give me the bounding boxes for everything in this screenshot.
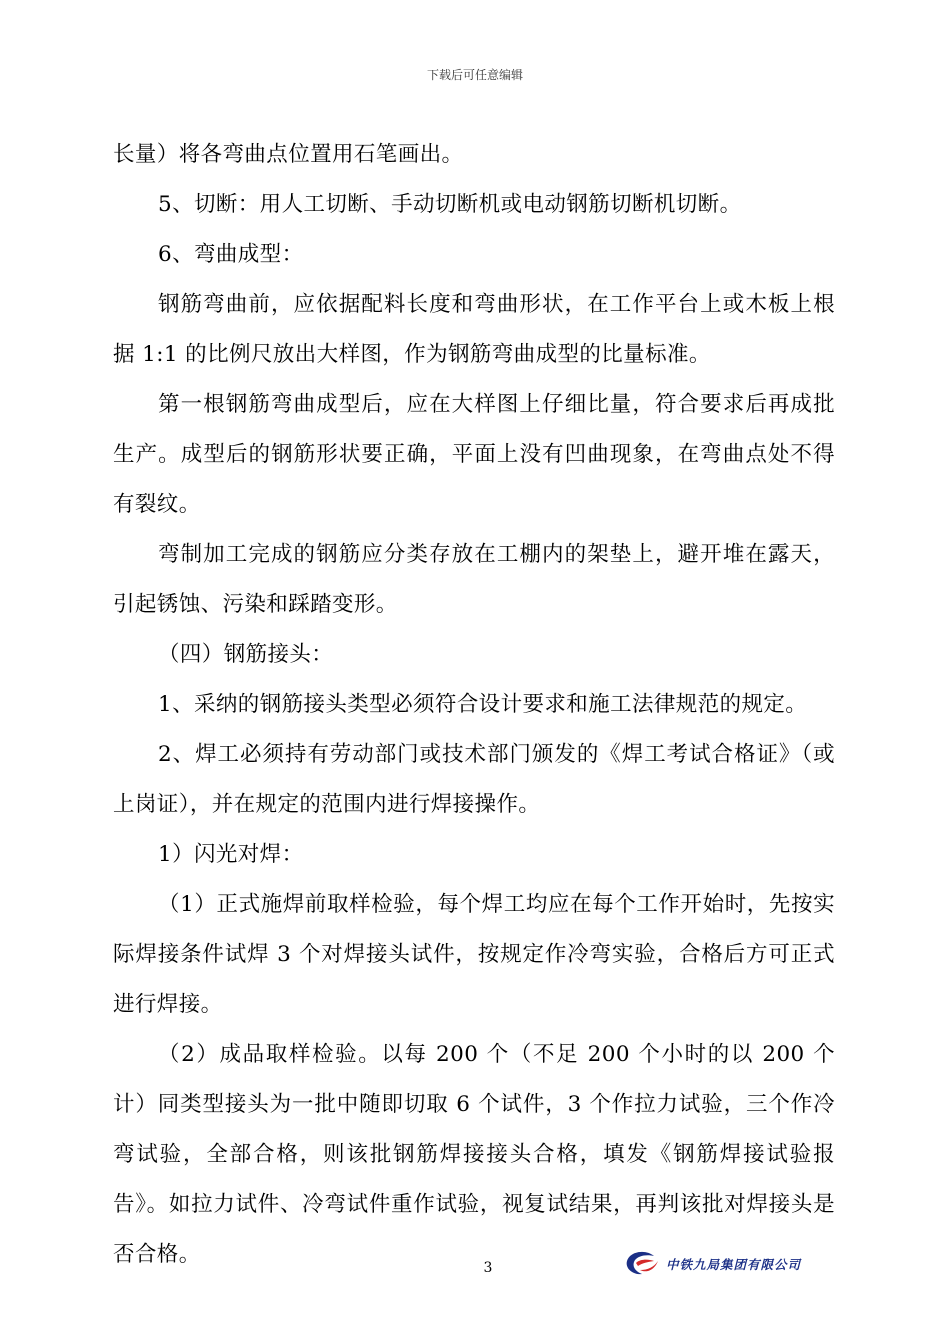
paragraph: 钢筋弯曲前，应依据配料长度和弯曲形状，在工作平台上或木板上根据 1:1 的比例尺放出大样图，作为钢筋弯曲成型的比量标准。 — [113, 292, 835, 367]
section-heading: （四）钢筋接头： — [158, 642, 334, 667]
paragraph: 第一根钢筋弯曲成型后，应在大样图上仔细比量，符合要求后再成批生产。成型后的钢筋形状要正确，平面上没有凹曲现象，在弯曲点处不得有裂纹。 — [113, 392, 835, 517]
company-swoosh-icon — [624, 1250, 660, 1278]
paragraph: （1）正式施焊前取样检验，每个焊工均应在每个工作开始时，先按实际焊接条件试焊 3 个对焊接头试件，按规定作冷弯实验，合格后方可正式进行焊接。 — [113, 892, 835, 1017]
paragraph: 2、焊工必须持有劳动部门或技术部门颁发的《焊工考试合格证》（或上岗证），并在规定的范围内进行焊接操作。 — [113, 742, 835, 817]
paragraph: 1、采纳的钢筋接头类型必须符合设计要求和施工法律规范的规定。 — [158, 692, 808, 717]
paragraph: 弯制加工完成的钢筋应分类存放在工棚内的架垫上，避开堆在露天，引起锈蚀、污染和踩踏变形。 — [113, 542, 835, 617]
company-logo — [624, 1249, 824, 1279]
paragraph: （2）成品取样检验。以每 200 个（不足 200 个小时的以 200 个计）同类型接头为一批中随即切取 6 个试件，3 个作拉力试验，三个作冷弯试验，全部合格，则该批钢筋焊接接头合格，填发《钢筋焊接试验报告》。如拉力试件、冷弯试件重作试验，视复试结果，再判该批对焊接头是否合格。 — [113, 1042, 835, 1267]
subsection-heading: 1）闪光对焊： — [158, 842, 304, 867]
company-name: 中铁九局集团有限公司 — [666, 1257, 802, 1272]
paragraph: 5、切断：用人工切断、手动切断机或电动钢筋切断机切断。 — [158, 192, 742, 217]
document-body — [113, 130, 835, 1280]
paragraph: 6、弯曲成型： — [158, 242, 304, 267]
page-number: 3 — [483, 1260, 493, 1276]
paragraph: 长量）将各弯曲点位置用石笔画出。 — [113, 142, 464, 167]
header-note: 下载后可任意编辑 — [426, 68, 523, 82]
